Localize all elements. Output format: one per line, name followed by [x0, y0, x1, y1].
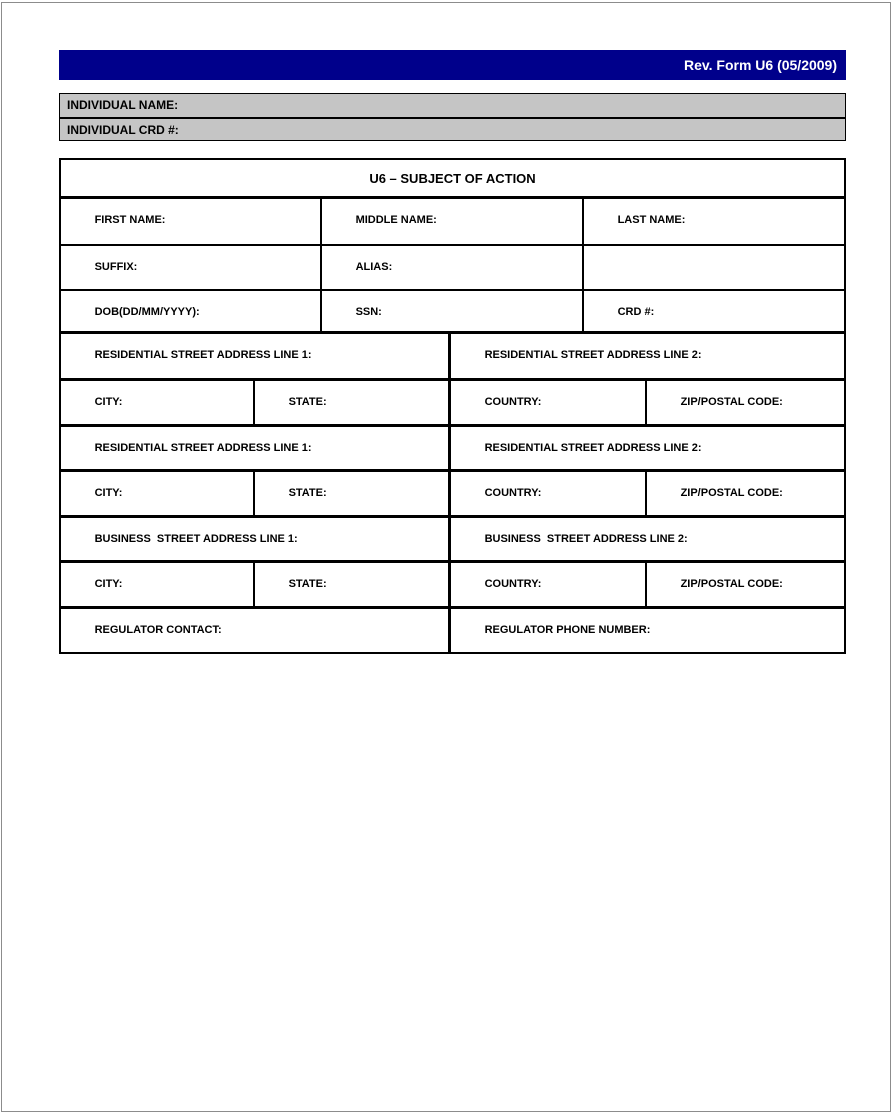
residential2-line2-label: RESIDENTIAL STREET ADDRESS LINE 2:: [484, 442, 702, 454]
business-country-label: COUNTRY:: [484, 578, 542, 590]
residential2-line2-field[interactable]: [451, 427, 844, 469]
residential2-line1-field[interactable]: [61, 427, 451, 469]
residential2-city-field[interactable]: [61, 472, 255, 515]
crd-label: CRD #:: [617, 306, 655, 318]
name-row: [61, 196, 844, 244]
individual-crd-label: INDIVIDUAL CRD #:: [67, 123, 179, 137]
regulator-phone-label: REGULATOR PHONE NUMBER:: [484, 624, 651, 636]
business-country-field[interactable]: [451, 563, 647, 606]
regulator-row: [61, 606, 844, 652]
suffix-label: SUFFIX:: [94, 261, 138, 273]
ssn-field[interactable]: [322, 291, 584, 331]
residential1-city-label: CITY:: [94, 396, 123, 408]
table-title-text: U6 – SUBJECT OF ACTION: [369, 170, 536, 186]
business-city-label: CITY:: [94, 578, 123, 590]
crd-field[interactable]: [584, 291, 844, 331]
individual-crd-field[interactable]: [60, 117, 845, 140]
first-name-label: FIRST NAME:: [94, 214, 166, 226]
business-zip-label: ZIP/POSTAL CODE:: [680, 578, 783, 590]
form-content: [59, 50, 846, 654]
individual-name-field[interactable]: [60, 94, 845, 117]
revision-header-bar: [59, 50, 846, 80]
residential1-city-field[interactable]: [61, 381, 255, 424]
residential1-zip-field[interactable]: [647, 381, 844, 424]
residential2-city-label: CITY:: [94, 487, 123, 499]
document-page: [1, 2, 891, 1112]
dob-label: DOB(DD/MM/YYYY):: [94, 306, 200, 318]
regulator-contact-label: REGULATOR CONTACT:: [94, 624, 222, 636]
business-state-label: STATE:: [288, 578, 327, 590]
individual-name-label: INDIVIDUAL NAME:: [67, 98, 179, 112]
residential2-country-field[interactable]: [451, 472, 647, 515]
residential1-line1-label: RESIDENTIAL STREET ADDRESS LINE 1:: [94, 349, 312, 361]
alias-label: ALIAS:: [355, 261, 393, 273]
residential1-line1-field[interactable]: [61, 334, 451, 378]
business-line1-label: BUSINESS STREET ADDRESS LINE 1:: [94, 533, 298, 545]
residential2-state-label: STATE:: [288, 487, 327, 499]
blank-cell: [584, 246, 844, 289]
residential2-zip-label: ZIP/POSTAL CODE:: [680, 487, 783, 499]
business-line1-field[interactable]: [61, 518, 451, 560]
residential1-line2-field[interactable]: [451, 334, 844, 378]
regulator-contact-field[interactable]: [61, 609, 451, 652]
individual-info-block: [59, 93, 846, 141]
residential1-country-field[interactable]: [451, 381, 647, 424]
table-title: [61, 160, 844, 196]
residential1-country-label: COUNTRY:: [484, 396, 542, 408]
residential2-state-field[interactable]: [255, 472, 451, 515]
middle-name-label: MIDDLE NAME:: [355, 214, 437, 226]
first-name-field[interactable]: [61, 199, 322, 244]
regulator-phone-field[interactable]: [451, 609, 844, 652]
business-zip-field[interactable]: [647, 563, 844, 606]
residential2-zip-field[interactable]: [647, 472, 844, 515]
ssn-label: SSN:: [355, 306, 382, 318]
last-name-field[interactable]: [584, 199, 844, 244]
business-city-field[interactable]: [61, 563, 255, 606]
residential2-address-row: [61, 424, 844, 469]
suffix-row: [61, 244, 844, 289]
subject-of-action-table: [59, 158, 846, 654]
last-name-label: LAST NAME:: [617, 214, 686, 226]
residential1-state-label: STATE:: [288, 396, 327, 408]
residential2-line1-label: RESIDENTIAL STREET ADDRESS LINE 1:: [94, 442, 312, 454]
business-line2-label: BUSINESS STREET ADDRESS LINE 2:: [484, 533, 688, 545]
business-address-row: [61, 515, 844, 560]
business-line2-field[interactable]: [451, 518, 844, 560]
residential1-zip-label: ZIP/POSTAL CODE:: [680, 396, 783, 408]
revision-label: Rev. Form U6 (05/2009): [683, 57, 837, 73]
alias-field[interactable]: [322, 246, 584, 289]
residential1-state-field[interactable]: [255, 381, 451, 424]
suffix-field[interactable]: [61, 246, 322, 289]
middle-name-field[interactable]: [322, 199, 584, 244]
ids-row: [61, 289, 844, 331]
residential1-address-row: [61, 331, 844, 378]
residential1-line2-label: RESIDENTIAL STREET ADDRESS LINE 2:: [484, 349, 702, 361]
residential1-city-row: [61, 378, 844, 424]
dob-field[interactable]: [61, 291, 322, 331]
residential2-country-label: COUNTRY:: [484, 487, 542, 499]
residential2-city-row: [61, 469, 844, 515]
business-state-field[interactable]: [255, 563, 451, 606]
business-city-row: [61, 560, 844, 606]
